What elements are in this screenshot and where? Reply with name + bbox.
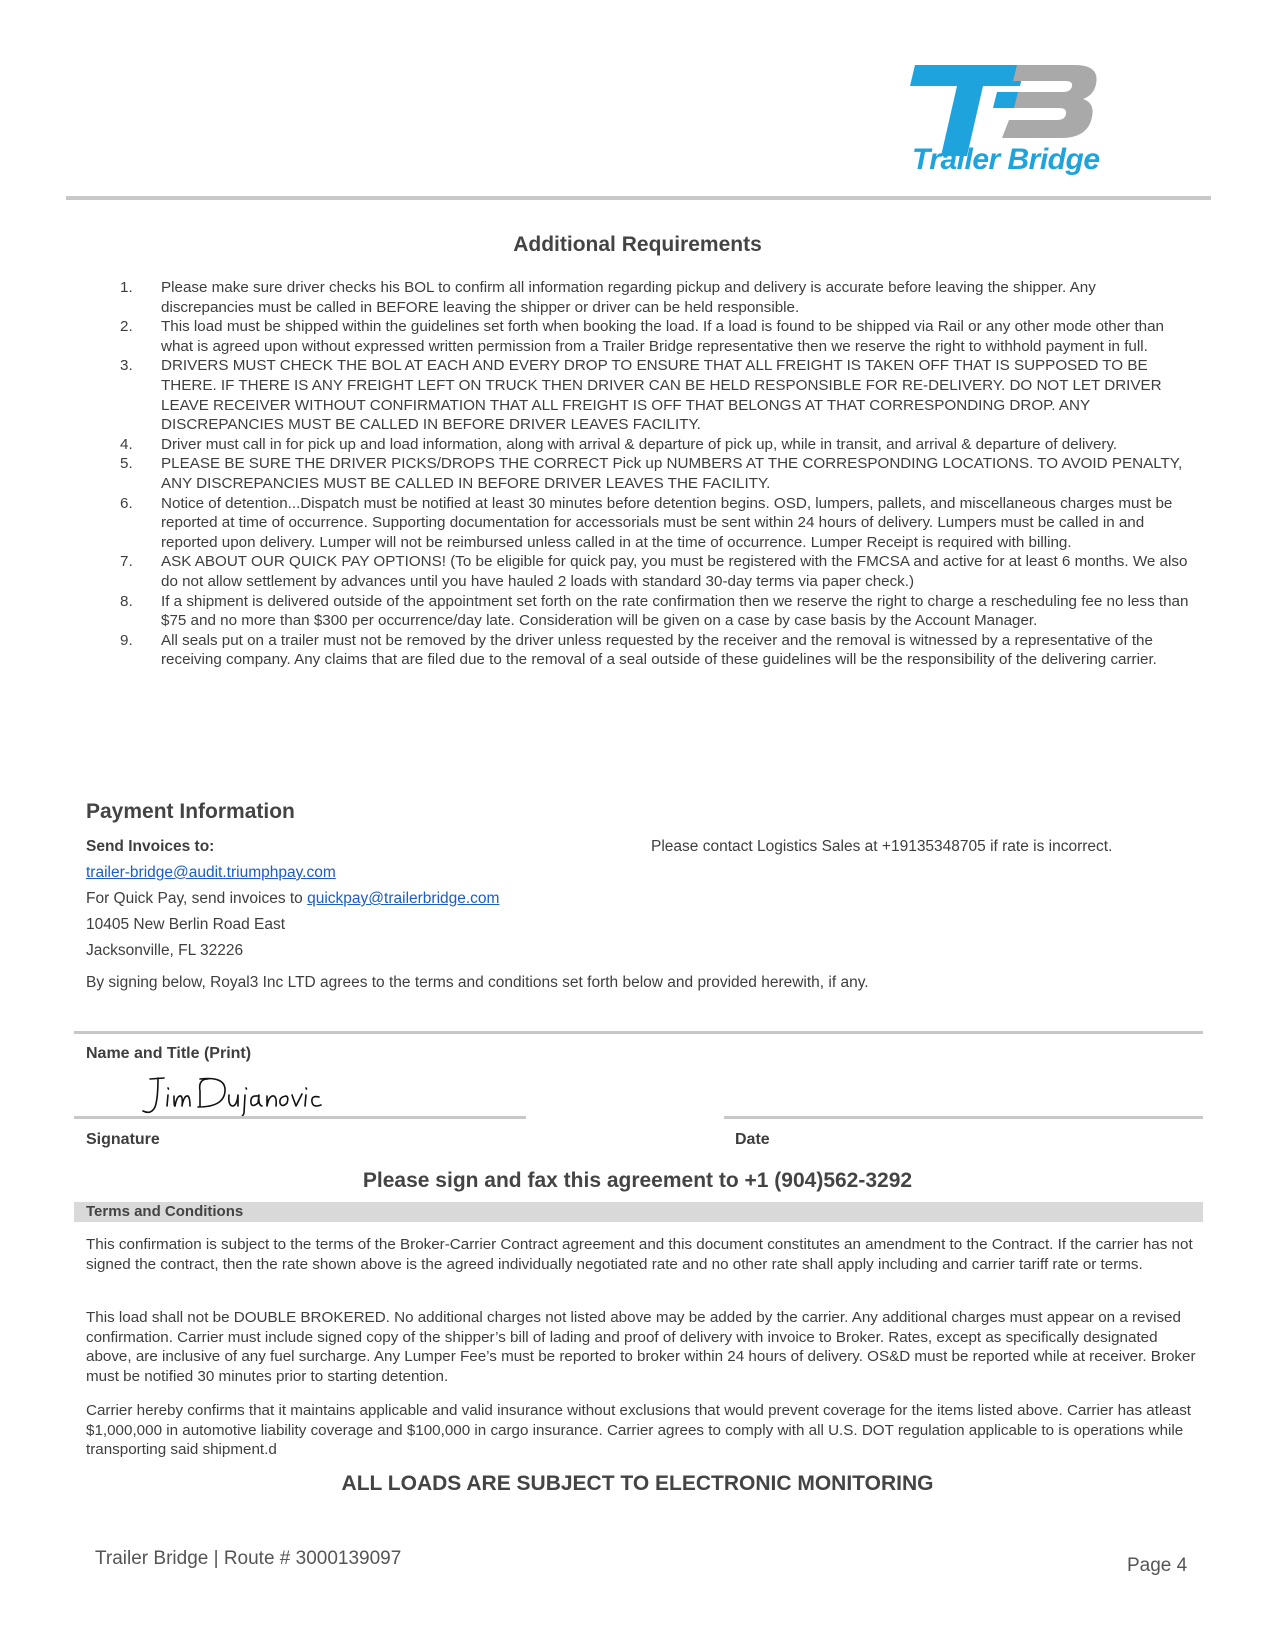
signature-section-divider: [74, 1031, 1203, 1034]
monitoring-notice: ALL LOADS ARE SUBJECT TO ELECTRONIC MONITORING: [341, 1472, 934, 1495]
requirements-list: [120, 278, 1190, 670]
requirement-item: 9. All seals put on a trailer must not be removed by the driver unless requested by the receiver and the removal is witnessed by a representative of the receiving company. Any claims that are filed due to the removal of a seal outside of these guidelines will be the responsibility of the delivering carrier.: [120, 631, 1157, 669]
header-divider: [66, 196, 1211, 200]
address-line-2: Jacksonville, FL 32226: [86, 942, 244, 959]
terms-paragraph: This load shall not be DOUBLE BROKERED. No additional charges not listed above may be added by the carrier. Any additional charges must appear on a revised confirmation. Carrier must include signed copy of the shipper’s bill of lading and proof of delivery with invoice to Broker. Rates, except as specifically designated above, are inclusive of any fuel surcharge. Any Lumper Fee’s must be reported to broker within 24 hours of delivery. OS&D must be reported while at receiver. Broker must be notified 30 minutes prior to starting detention.: [86, 1309, 1196, 1385]
signature-line: [74, 1116, 526, 1119]
terms-title: Terms and Conditions: [86, 1203, 244, 1220]
address-line-1: 10405 New Berlin Road East: [86, 916, 286, 933]
signature-label: Signature: [86, 1131, 160, 1148]
terms-paragraph: Carrier hereby confirms that it maintains applicable and valid insurance without exclusions that would prevent coverage for the items listed above. Carrier has atleast $1,000,000 in automotive liability coverage and $100,000 in cargo insurance. Carrier agrees to comply with all U.S. DOT regulation applicable to is operations while transporting said shipment.d: [86, 1402, 1192, 1459]
terms-header-bar: [74, 1202, 1203, 1222]
send-invoices-label: Send Invoices to:: [86, 838, 215, 855]
fax-instruction: Please sign and fax this agreement to +1 (904)562-3292: [362, 1169, 913, 1192]
terms-paragraph: This confirmation is subject to the terms of the Broker-Carrier Contract agreement and this document constitutes an amendment to the Contract. If the carrier has not signed the contract, then the rate shown above is the agreed individually negotiated rate and no other rate shall apply including and carrier tariff rate or terms.: [86, 1236, 1193, 1273]
agreement-statement: By signing below, Royal3 Inc LTD agrees to the terms and conditions set forth below and provided herewith, if any.: [86, 974, 869, 991]
requirement-item: 1. Please make sure driver checks his BOL to confirm all information regarding pickup and delivery is accurate before leaving the shipper. Any discrepancies must be called in BEFORE leaving the shipper or driver can be held responsible.: [120, 279, 1096, 316]
requirement-item: 2. This load must be shipped within the guidelines set forth when booking the load. If a load is found to be shipped via Rail or any other mode other than what is agreed upon without expressed written permission from a Trailer Bridge representative then we reserve the right to withhold payment in full.: [120, 318, 1165, 355]
payment-title: Payment Information: [86, 800, 295, 823]
handwritten-signature: [138, 1071, 358, 1121]
quickpay-email-link[interactable]: quickpay@trailerbridge.com: [307, 890, 500, 907]
logo-wordmark: Trailer Bridge: [912, 143, 1100, 176]
contact-note: Please contact Logistics Sales at +19135348705 if rate is incorrect.: [651, 838, 1113, 855]
requirement-item: 3. DRIVERS MUST CHECK THE BOL AT EACH AND EVERY DROP TO ENSURE THAT ALL FREIGHT IS TAKEN OFF THAT IS SUPPOSED TO BE THERE. IF THERE IS ANY FREIGHT LEFT ON TRUCK THEN DRIVER CAN BE HELD RESPONSIBLE FOR RE-DELIVERY. DO NOT LET DRIVER LEAVE RECEIVER WITHOUT CONFIRMATION THAT ALL FREIGHT IS OFF THAT BELONGS AT THAT CORRESPONDING DROP. ANY DISCREPANCIES MUST BE CALLED IN BEFORE DRIVER LEAVES FACILITY.: [120, 357, 1162, 434]
requirement-item: 8. If a shipment is delivered outside of the appointment set forth on the rate confirmation then we reserve the right to charge a rescheduling fee no less than $75 and no more than $300 per occurrence/day late. Consideration will be given on a case by case basis by the Account Manager.: [120, 592, 1189, 630]
page-number: Page 4: [1127, 1555, 1188, 1576]
requirement-item: 5. PLEASE BE SURE THE DRIVER PICKS/DROPS THE CORRECT Pick up NUMBERS AT THE CORRESPONDING LOCATIONS. TO AVOID PENALTY, ANY DISCREPANCIES MUST BE CALLED IN BEFORE DRIVER LEAVES THE FACILITY.: [120, 455, 1183, 492]
requirement-item: 6. Notice of detention...Dispatch must be notified at least 30 minutes before detention begins. OSD, lumpers, pallets, and miscellaneous charges must be reported at time of occurrence. Supporting documentation for accessorials must be sent within 24 hours of delivery. Lumpers must be called in and reported upon delivery. Lumper will not be reimbursed unless called in at the time of occurrence. Lumper Receipt is required with billing.: [120, 494, 1173, 551]
quickpay-prefix: For Quick Pay, send invoices to: [86, 890, 303, 907]
requirement-item: 4. Driver must call in for pick up and load information, along with arrival & departure of pick up, while in transit, and arrival & departure of delivery.: [120, 435, 1118, 453]
name-title-label: Name and Title (Print): [86, 1045, 252, 1062]
invoice-email-link[interactable]: trailer-bridge@audit.triumphpay.com: [86, 864, 336, 881]
requirements-title: Additional Requirements: [513, 233, 762, 256]
date-line: [724, 1116, 1203, 1119]
requirement-item: 7. ASK ABOUT OUR QUICK PAY OPTIONS! (To be eligible for quick pay, you must be registered with the FMCSA and active for at least 6 months. We also do not allow settlement by advances until you have hauled 2 loads with standard 30-day terms via paper check.): [120, 553, 1188, 590]
quickpay-line: [86, 890, 499, 908]
date-label: Date: [735, 1131, 770, 1148]
footer-route: Trailer Bridge | Route # 3000139097: [95, 1548, 402, 1569]
